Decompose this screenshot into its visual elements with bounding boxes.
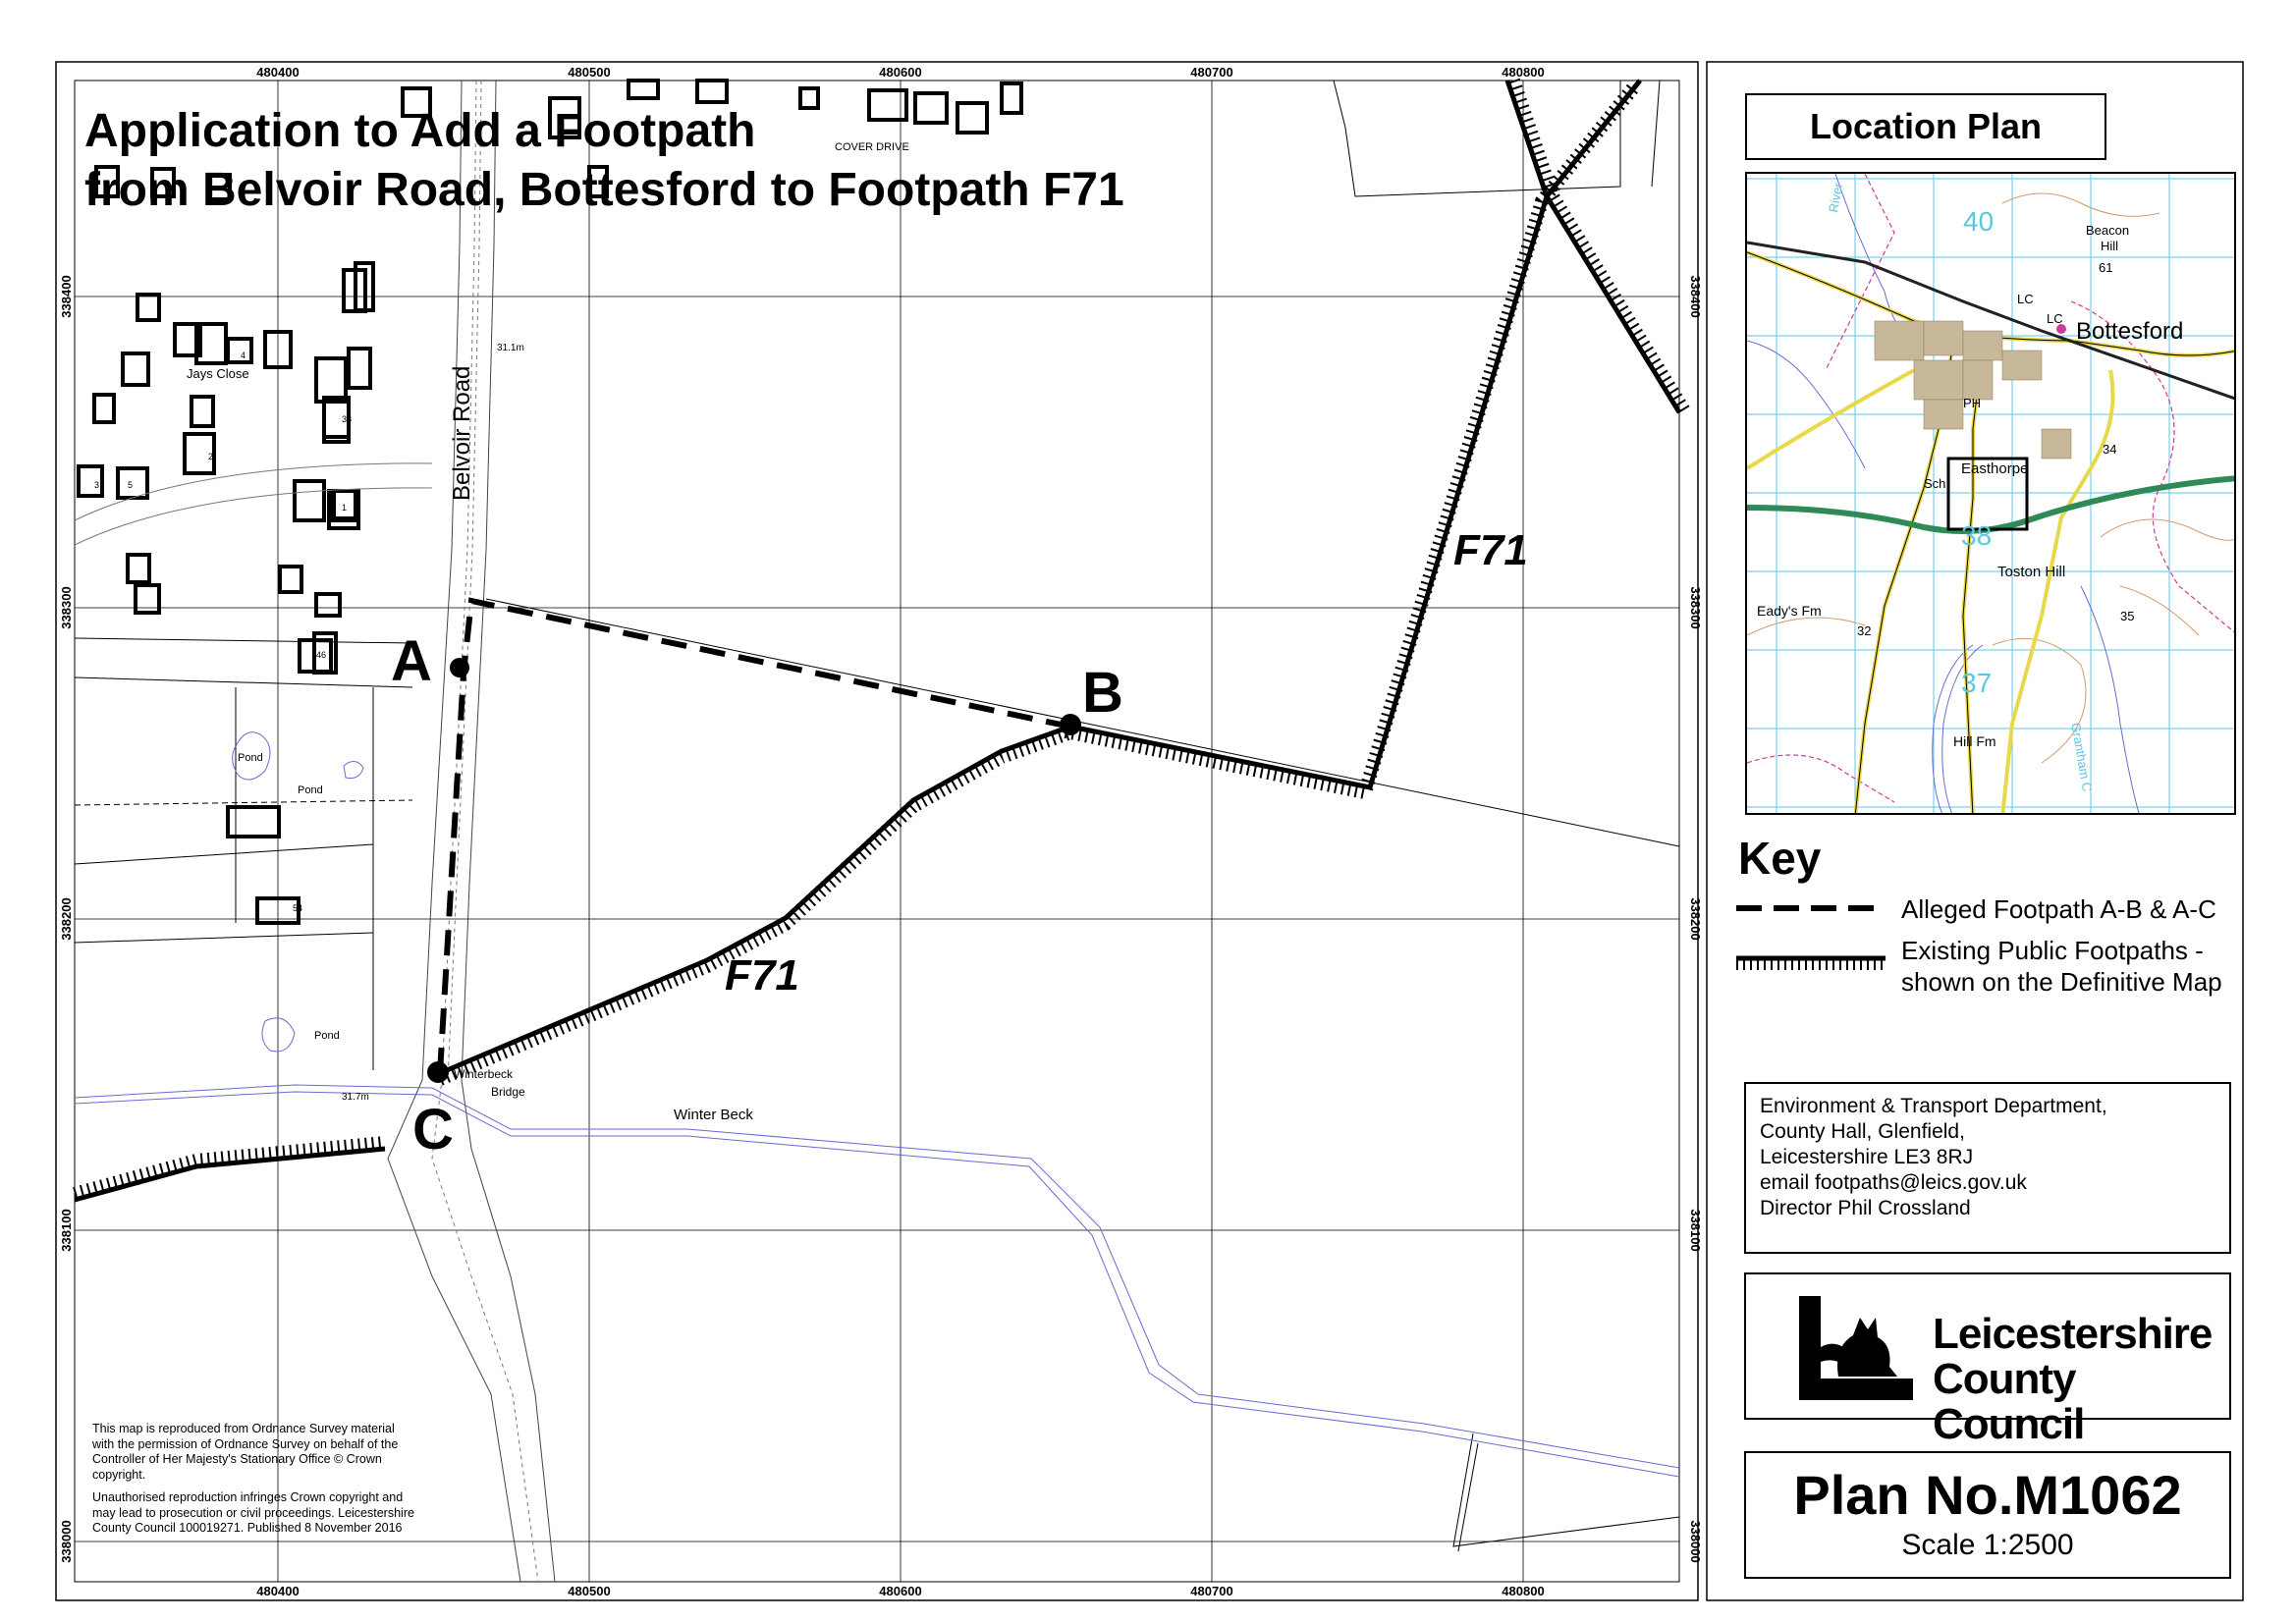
key-existing-footpaths — [1901, 935, 2222, 998]
winterbeck-bridge-label: Bridge — [491, 1085, 525, 1099]
cover-drive-label: COVER DRIVE — [835, 141, 909, 153]
easting-bottom-480700: 480700 — [1190, 1584, 1233, 1598]
copyright-notice — [92, 1422, 416, 1537]
easting-bottom-480800: 480800 — [1502, 1584, 1545, 1598]
lp-river: River — [1826, 182, 1846, 214]
copyright-para1: This map is reproduced from Ordnance Survey material with the permission of Ordnance Survey on behalf of the Controller of Her Majesty's Stationary Office © Crown copyright. — [92, 1422, 399, 1482]
address-box — [1744, 1082, 2231, 1254]
belvoir-road-label: Belvoir Road — [449, 365, 475, 501]
point-c-label: C — [412, 1098, 454, 1162]
location-plan-svg — [1747, 174, 2236, 815]
lp-grid-37: 37 — [1961, 668, 1993, 698]
lp-grid-38: 38 — [1961, 520, 1993, 551]
northing-right-338200: 338200 — [1688, 897, 1703, 941]
lp-lc1: LC — [2017, 292, 2034, 306]
northing-right-338400: 338400 — [1688, 275, 1703, 318]
jays-close-label: Jays Close — [187, 366, 249, 381]
plan-number: Plan No.M1062 — [1793, 1464, 2182, 1526]
easting-bottom-480400: 480400 — [256, 1584, 300, 1598]
lp-ph: PH — [1963, 396, 1982, 410]
location-plan-map — [1745, 172, 2236, 815]
location-grid — [1747, 174, 2236, 815]
house-number: 2 — [208, 452, 214, 461]
house-number: 38 — [342, 414, 353, 424]
address-email: email footpaths@leics.gov.uk — [1760, 1171, 2027, 1194]
northing-left-338300: 338300 — [59, 586, 74, 629]
easting-top-480800: 480800 — [1502, 65, 1545, 80]
plan-scale: Scale 1:2500 — [1901, 1529, 2074, 1561]
council-name — [1933, 1312, 2229, 1447]
lp-h34: 34 — [2103, 442, 2117, 457]
northing-left-338000: 338000 — [59, 1520, 74, 1563]
address-director: Director Phil Crossland — [1760, 1197, 1971, 1219]
lp-grid-40: 40 — [1963, 206, 1995, 237]
lp-sch: Sch — [1924, 476, 1946, 491]
field-boundaries — [75, 81, 1679, 1551]
lp-eadys-fm: Eady's Fm — [1757, 603, 1822, 619]
address-line: County Hall, Glenfield, — [1760, 1120, 1965, 1143]
council-logo-box — [1744, 1272, 2231, 1448]
point-a-marker — [450, 658, 469, 677]
lp-hill: Hill — [2101, 239, 2119, 253]
copyright-para2: Unauthorised reproduction infringes Crown copyright and may lead to prosecution or civil proceedings. Leicestershire County Council 100019271. Published 8 November 2016 — [92, 1490, 414, 1535]
key-symbols — [1736, 908, 1886, 964]
easting-bottom-480500: 480500 — [568, 1584, 611, 1598]
map-title — [84, 102, 1124, 220]
lp-beacon: Beacon — [2086, 223, 2130, 238]
point-b-label: B — [1082, 661, 1123, 725]
winter-beck-label: Winter Beck — [674, 1107, 753, 1123]
pond-label: Pond — [238, 752, 263, 764]
council-name-line1: Leicestershire — [1933, 1310, 2213, 1358]
belvoir-road — [388, 81, 555, 1582]
house-number: 4 — [241, 351, 246, 360]
house-number: 54 — [293, 903, 303, 913]
fox-logo-icon — [1799, 1288, 1917, 1406]
point-c-marker — [427, 1061, 449, 1083]
ponds — [233, 732, 363, 1052]
location-plan-title: Location Plan — [1745, 93, 2106, 160]
lp-toston-hill: Toston Hill — [1997, 564, 2066, 580]
point-a-label: A — [391, 629, 432, 693]
key-existing-line1: Existing Public Footpaths - — [1901, 936, 2204, 965]
northing-right-338000: 338000 — [1688, 1520, 1703, 1563]
key-alleged-footpath: Alleged Footpath A-B & A-C — [1901, 894, 2216, 924]
jays-close-road — [75, 463, 432, 520]
address-line: Environment & Transport Department, — [1760, 1095, 2107, 1117]
pond-label: Pond — [298, 784, 323, 796]
northing-left-338400: 338400 — [59, 275, 74, 318]
lp-h35: 35 — [2120, 609, 2135, 623]
northing-right-338300: 338300 — [1688, 586, 1703, 629]
map-title-line2: from Belvoir Road, Bottesford to Footpath F71 — [84, 164, 1124, 216]
house-number: 5 — [128, 480, 134, 490]
easting-top-480700: 480700 — [1190, 65, 1233, 80]
easting-top-480600: 480600 — [879, 65, 922, 80]
plan-number-box — [1744, 1451, 2231, 1579]
spot-height-label: 31.7m — [342, 1092, 369, 1103]
lp-grantham: Grantham C — [2068, 721, 2096, 793]
lp-hill-fm: Hill Fm — [1953, 733, 1996, 749]
easting-top-480500: 480500 — [568, 65, 611, 80]
house-number: 1 — [342, 503, 348, 513]
lp-lc2: LC — [2047, 311, 2063, 326]
northing-left-338100: 338100 — [59, 1209, 74, 1252]
winterbeck-bridge-label: Winterbeck — [454, 1067, 514, 1081]
easting-bottom-480600: 480600 — [879, 1584, 922, 1598]
northing-left-338200: 338200 — [59, 897, 74, 941]
lp-easthorpe: Easthorpe — [1961, 460, 2029, 477]
lp-h32: 32 — [1857, 623, 1872, 638]
point-b-marker — [1060, 714, 1081, 735]
key-existing-line2: shown on the Definitive Map — [1901, 967, 2222, 997]
lp-h61: 61 — [2099, 260, 2113, 275]
house-number: 46 — [316, 650, 327, 660]
key-title: Key — [1738, 833, 1822, 884]
council-name-line2: County Council — [1933, 1355, 2085, 1448]
spot-height-label: 31.1m — [497, 343, 524, 353]
address-line: Leicestershire LE3 8RJ — [1760, 1146, 1974, 1168]
northing-right-338100: 338100 — [1688, 1209, 1703, 1252]
winter-beck — [75, 1085, 1679, 1477]
alleged-footpath — [440, 601, 1070, 1073]
f71-lower-label: F71 — [725, 951, 799, 1000]
map-title-line1: Application to Add a Footpath — [84, 105, 756, 157]
pond-label: Pond — [314, 1030, 340, 1042]
lp-bottesford: Bottesford — [2076, 318, 2184, 345]
house-number: 3 — [94, 480, 100, 490]
easting-top-480400: 480400 — [256, 65, 300, 80]
f71-upper-label: F71 — [1453, 526, 1528, 574]
